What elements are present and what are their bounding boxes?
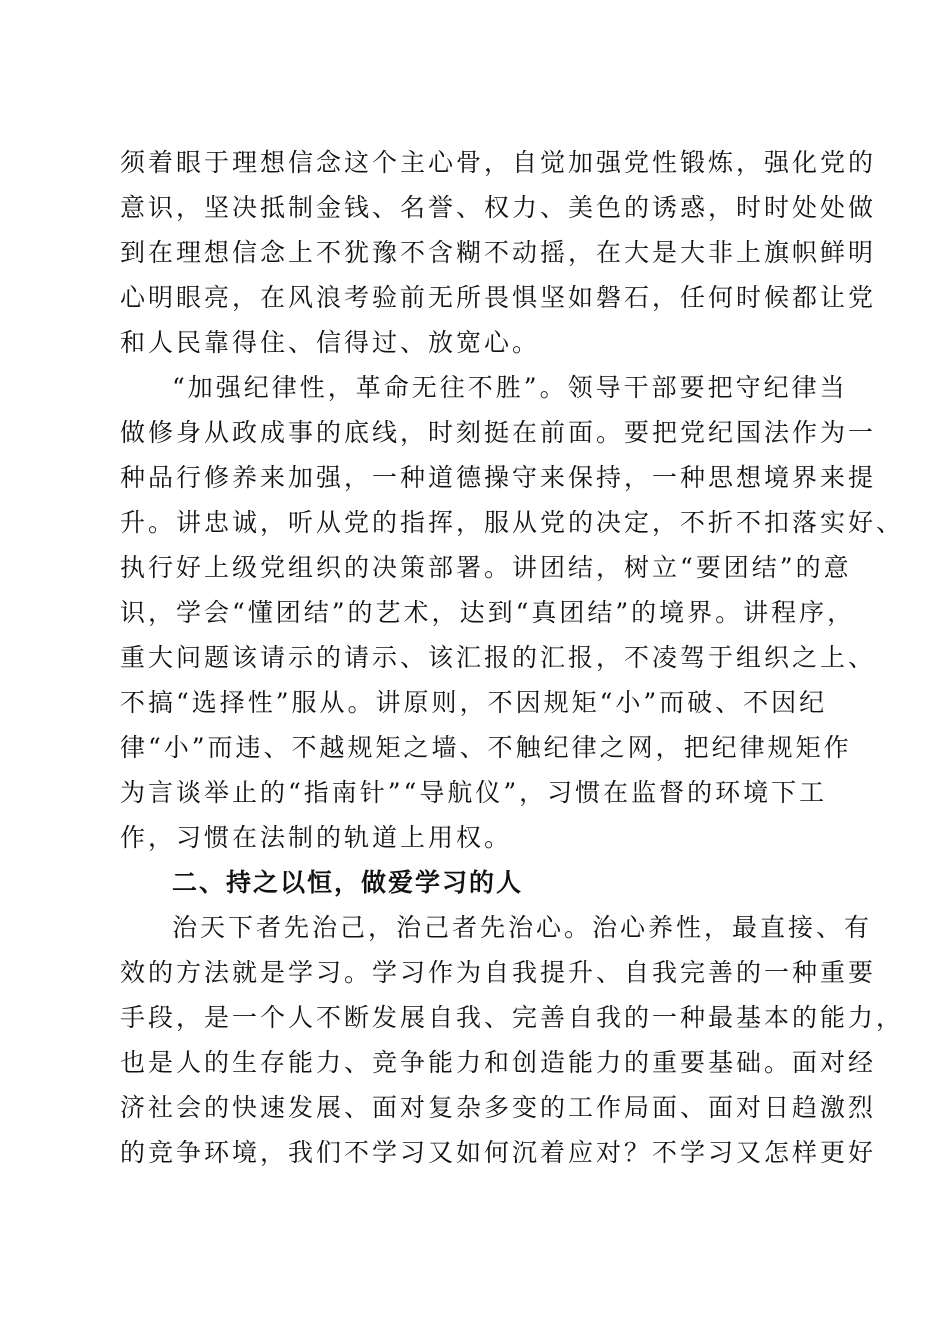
text-line: 重大问题该请示的请示、该汇报的汇报，不凌驾于组织之上、 (120, 643, 877, 672)
text-line: 识，学会“懂团结”的艺术，达到“真团结”的境界。讲程序， (120, 598, 856, 627)
text-line: 为言谈举止的“指南针”“导航仪”，习惯在监督的环境下工 (120, 778, 828, 807)
paragraph-first-line: “加强纪律性，革命无往不胜”。领导干部要把守纪律当 (172, 373, 848, 402)
text-line: 的竞争环境，我们不学习又如何沉着应对？不学习又怎样更好 (120, 1138, 877, 1167)
text-line: 心明眼亮，在风浪考验前无所畏惧坚如磐石，任何时候都让党 (120, 283, 877, 312)
text-line: 也是人的生存能力、竞争能力和创造能力的重要基础。面对经 (120, 1048, 877, 1077)
text-line: 律“小”而违、不越规矩之墙、不触纪律之网，把纪律规矩作 (120, 733, 852, 762)
text-line: 手段，是一个人不断发展自我、完善自我的一种最基本的能力， (120, 1003, 905, 1032)
text-line: 须着眼于理想信念这个主心骨，自觉加强党性锻炼，强化党的 (120, 148, 877, 177)
paragraph-first-line: 治天下者先治己，治己者先治心。治心养性，最直接、有 (172, 913, 873, 942)
text-line: 意识，坚决抵制金钱、名誉、权力、美色的诱惑，时时处处做 (120, 193, 877, 222)
text-line: 升。讲忠诚，听从党的指挥，服从党的决定，不折不扣落实好、 (120, 508, 905, 537)
text-line: 不搞“选择性”服从。讲原则，不因规矩“小”而破、不因纪 (120, 688, 828, 717)
body-text (120, 140, 905, 1175)
text-line: 和人民靠得住、信得过、放宽心。 (120, 328, 541, 357)
text-line: 执行好上级党组织的决策部署。讲团结，树立“要团结”的意 (120, 553, 852, 582)
text-line: 济社会的快速发展、面对复杂多变的工作局面、面对日趋激烈 (120, 1093, 877, 1122)
text-line: 种品行修养来加强，一种道德操守来保持，一种思想境界来提 (120, 463, 877, 492)
section-heading: 二、持之以恒，做爱学习的人 (172, 868, 524, 897)
text-line: 作，习惯在法制的轨道上用权。 (120, 823, 513, 852)
text-line: 到在理想信念上不犹豫不含糊不动摇，在大是大非上旗帜鲜明 (120, 238, 877, 267)
text-line: 做修身从政成事的底线，时刻挺在前面。要把党纪国法作为一 (120, 418, 877, 447)
text-line: 效的方法就是学习。学习作为自我提升、自我完善的一种重要 (120, 958, 877, 987)
